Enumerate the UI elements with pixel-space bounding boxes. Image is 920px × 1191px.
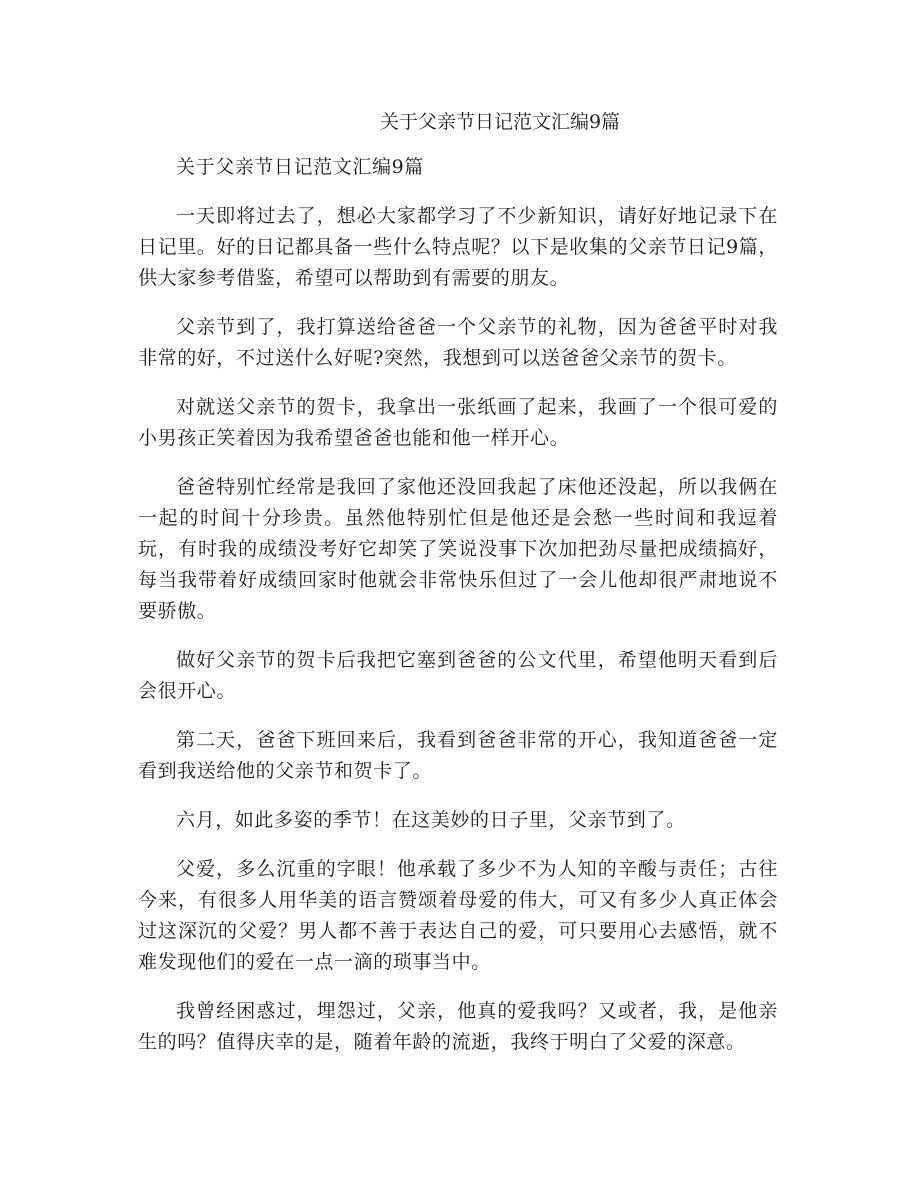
paragraph: 做好父亲节的贺卡后我把它塞到爸爸的公文代里，希望他明天看到后会很开心。 — [138, 649, 778, 702]
paragraph: 对就送父亲节的贺卡，我拿出一张纸画了起来，我画了一个很可爱的小男孩正笑着因为我希望爸爸也能和他一样开心。 — [138, 396, 778, 449]
paragraph: 一天即将过去了，想必大家都学习了不少新知识，请好好地记录下在日记里。好的日记都具备一些什么特点呢？以下是收集的父亲节日记9篇，供大家参考借鉴，希望可以帮助到有需要的朋友。 — [138, 205, 778, 289]
paragraph: 第二天，爸爸下班回来后，我看到爸爸非常的开心，我知道爸爸一定看到我送给他的父亲节和贺卡了。 — [138, 729, 778, 782]
paragraph: 父亲节到了，我打算送给爸爸一个父亲节的礼物，因为爸爸平时对我非常的好，不过送什么好呢?突然，我想到可以送爸爸父亲节的贺卡。 — [138, 316, 778, 369]
paragraph: 我曾经困惑过，埋怨过，父亲，他真的爱我吗？又或者，我，是他亲生的吗？值得庆幸的是，随着年龄的流逝，我终于明白了父爱的深意。 — [138, 1000, 778, 1053]
paragraph: 爸爸特别忙经常是我回了家他还没回我起了床他还没起，所以我俩在一起的时间十分珍贵。虽然他特别忙但是他还是会愁一些时间和我逗着玩，有时我的成绩没考好它却笑了笑说没事下次加把劲尽量把成绩搞好，每当我带着好成绩回家时他就会非常快乐但过了一会儿他却很严肃地说不要骄傲。 — [138, 476, 778, 622]
paragraph: 关于父亲节日记范文汇编9篇 — [176, 156, 424, 178]
paragraph: 六月，如此多姿的季节！在这美妙的日子里，父亲节到了。 — [176, 809, 686, 831]
document-body — [138, 152, 778, 1076]
document-title: 关于父亲节日记范文汇编9篇 — [379, 111, 621, 133]
paragraph: 父爱，多么沉重的字眼！他承载了多少不为人知的辛酸与责任；古往今来，有很多人用华美的语言赞颂着母爱的伟大，可又有多少人真正体会过这深沉的父爱？男人都不善于表达自己的爱，可只要用心去感悟，就不难发现他们的爱在一点一滴的琐事当中。 — [138, 858, 778, 973]
